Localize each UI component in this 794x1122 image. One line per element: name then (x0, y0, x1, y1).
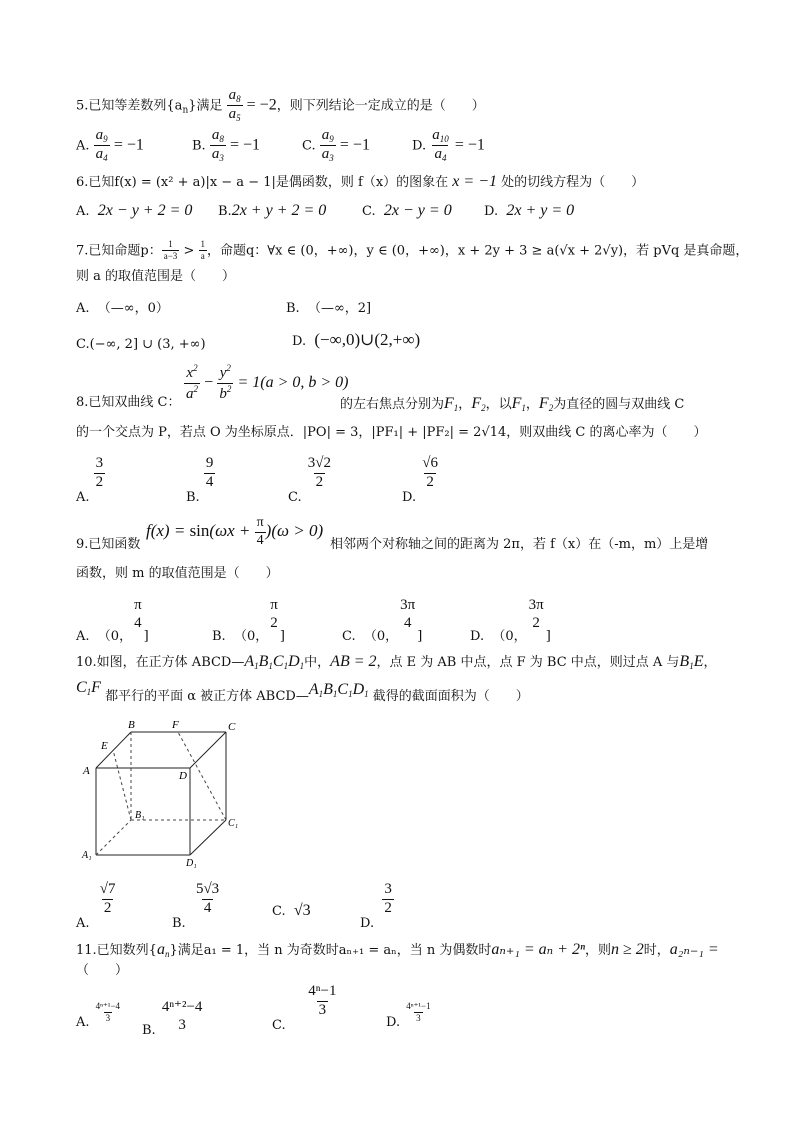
q7-option-b[interactable]: B. （—∞，2] (286, 301, 372, 316)
label-d1: D₁ (186, 858, 197, 868)
q6-option-b[interactable]: B.2x + y + 2 = 0 (218, 202, 327, 219)
label-c: C (228, 721, 236, 733)
q9-stem: 9.已知函数 (76, 537, 141, 552)
q9-stem-line2: 函数，则 m 的取值范围是（ ） (76, 566, 279, 581)
q8-option-c[interactable]: C. $\frac{3√2}{2}$ (288, 455, 331, 505)
label-a: A (83, 765, 90, 777)
label-d: D (179, 770, 187, 782)
q7-stem: 7.已知命题p： $\frac{1}{a-3}$ > $\frac{1}{a}$ ，命题q：∀x ∈ (0，+∞)，y ∈ (0，+∞)，x + 2y + 3 ≥ a(√x + 2√y)，若 pVq 是真命题， (76, 239, 749, 262)
label-b1: B₁ (135, 810, 145, 821)
q5-ratio: $\frac{a_8}{a_5}$ (228, 87, 241, 124)
q6-option-d[interactable]: D. 2x + y = 0 (484, 202, 575, 219)
label-b: B (128, 719, 135, 731)
q7-option-c[interactable]: C.(−∞, 2] ∪ (3, +∞) (76, 337, 206, 352)
cube-figure (76, 718, 256, 868)
q11-option-d[interactable]: D. $\frac{\text{4ⁿ⁺¹−1}}{3}$ (386, 1001, 431, 1031)
q6-stem: 6.已知f(x) = (x² + a)|x − a − 1|是偶函数，则 f（x）的图象在 x = −1 处的切线方程为（ ） (76, 173, 645, 190)
q7-option-d[interactable]: D. (−∞,0)∪(2,+∞) (292, 330, 421, 349)
q8-stem-right: 的左右焦点分别为$F_1$，$F_2$，以$F_1$，$F_2$为直径的圆与双曲线 C (340, 395, 685, 413)
q10-option-a[interactable]: A. $\frac{√7}{2}$ (76, 881, 116, 931)
edge-a1-b1 (96, 820, 131, 855)
q6-option-c[interactable]: C. 2x − y = 0 (362, 202, 452, 219)
q9-option-b[interactable]: B. （0， π 2 ] (212, 597, 285, 645)
q8-stem-line2: 的一个交点为 P，若点 O 为坐标原点．|PO| = 3，|PF₁| + |PF₂| = 2√14，则双曲线 C 的离心率为（ ） (76, 425, 707, 440)
q11-stem: 11.已知数列$\{a_n\}$满足a₁ = 1，当 n 为奇数时aₙ₊₁ = aₙ，当 n 为偶数时aₙ₊₁ = aₙ + 2ⁿ，则n ≥ 2时，a₂ₙ₋₁ = (76, 941, 719, 959)
q10-option-d[interactable]: D. $\frac{3}{2}$ (360, 881, 392, 931)
q10-option-c[interactable]: C. √3 (272, 902, 311, 919)
edge-c-d (190, 732, 226, 768)
q9-option-d[interactable]: D. （0， 3π 2 ] (470, 597, 551, 645)
q11-paren: （ ） (76, 963, 129, 978)
q10-option-b[interactable]: B. $\frac{5√3}{4}$ (172, 881, 220, 931)
q5-option-a[interactable]: A. $\frac{a_9}{a_4}$ = −1 (76, 127, 144, 164)
label-e: E (101, 740, 108, 752)
q5-stem: 5.已知等差数列$\{a_n\}$满足 $\frac{a_8}{a_5}$ = −2，则下列结论一定成立的是（ ） (76, 87, 485, 124)
segment-b1-e (113, 750, 131, 820)
edge-d1-c1 (190, 820, 226, 855)
label-c1: C₁ (228, 818, 239, 829)
q11-option-a[interactable]: A. $\frac{\text{4ⁿ⁺¹−4}}{3}$ (76, 1001, 121, 1031)
q8-option-b[interactable]: B. $\frac{9}{4}$ (186, 455, 214, 505)
q8-option-a[interactable]: A. $\frac{3}{2}$ (76, 455, 104, 505)
q7-option-a[interactable]: A. （—∞，0） (76, 301, 169, 316)
q5-option-d[interactable]: D. $\frac{a_{10}}{a_4}$ = −1 (412, 127, 485, 164)
q8-stem: 8.已知双曲线 C： (76, 395, 181, 410)
label-f: F (172, 719, 179, 731)
q9-formula: f(x) = sin(ωx + $\frac{\pi}{4}$ )(ω > 0) (146, 515, 324, 548)
label-a1: A₁ (82, 850, 92, 861)
q11-option-c[interactable]: C. $\frac{\text{4ⁿ−1}}{3}$ (272, 983, 337, 1033)
q7-stem-line2: 则 a 的取值范围是（ ） (76, 269, 236, 284)
q10-stem-line2: $C_1F$ 都平行的平面 α 被正方体 $ABCD—A_1B_1C_1D_1$ 截得的截面面积为（ ） (76, 679, 529, 704)
q8-option-d[interactable]: D. $\frac{√6}{2}$ (402, 455, 438, 505)
q9-option-c[interactable]: C. （0， 3π 4 ] (342, 597, 423, 645)
q10-stem: 10.如图，在正方体 $ABCD—A_1B_1C_1D_1$中，AB = 2，点 E 为 AB 中点，点 F 为 BC 中点，则过点 A 与$B_1E$， (76, 653, 717, 671)
q9-stem-right: 相邻两个对称轴之间的距离为 2π，若 f（x）在（-m，m）上是增 (330, 537, 709, 552)
q9-option-a[interactable]: A. （0， π 4 ] (76, 597, 149, 645)
q5-option-b[interactable]: B. $\frac{a_8}{a_3}$ = −1 (192, 127, 261, 164)
q8-hyperbola-eq: $\frac{x^2}{a^2}$ − $\frac{y^2}{b^2}$ = 1(a > 0, b > 0) (186, 363, 349, 402)
q5-option-c[interactable]: C. $\frac{a_9}{a_3}$ = −1 (302, 127, 370, 164)
q11-option-b[interactable]: B. 4ⁿ⁺²−4 3 (142, 999, 203, 1039)
q6-option-a[interactable]: A. 2x − y + 2 = 0 (76, 202, 193, 219)
